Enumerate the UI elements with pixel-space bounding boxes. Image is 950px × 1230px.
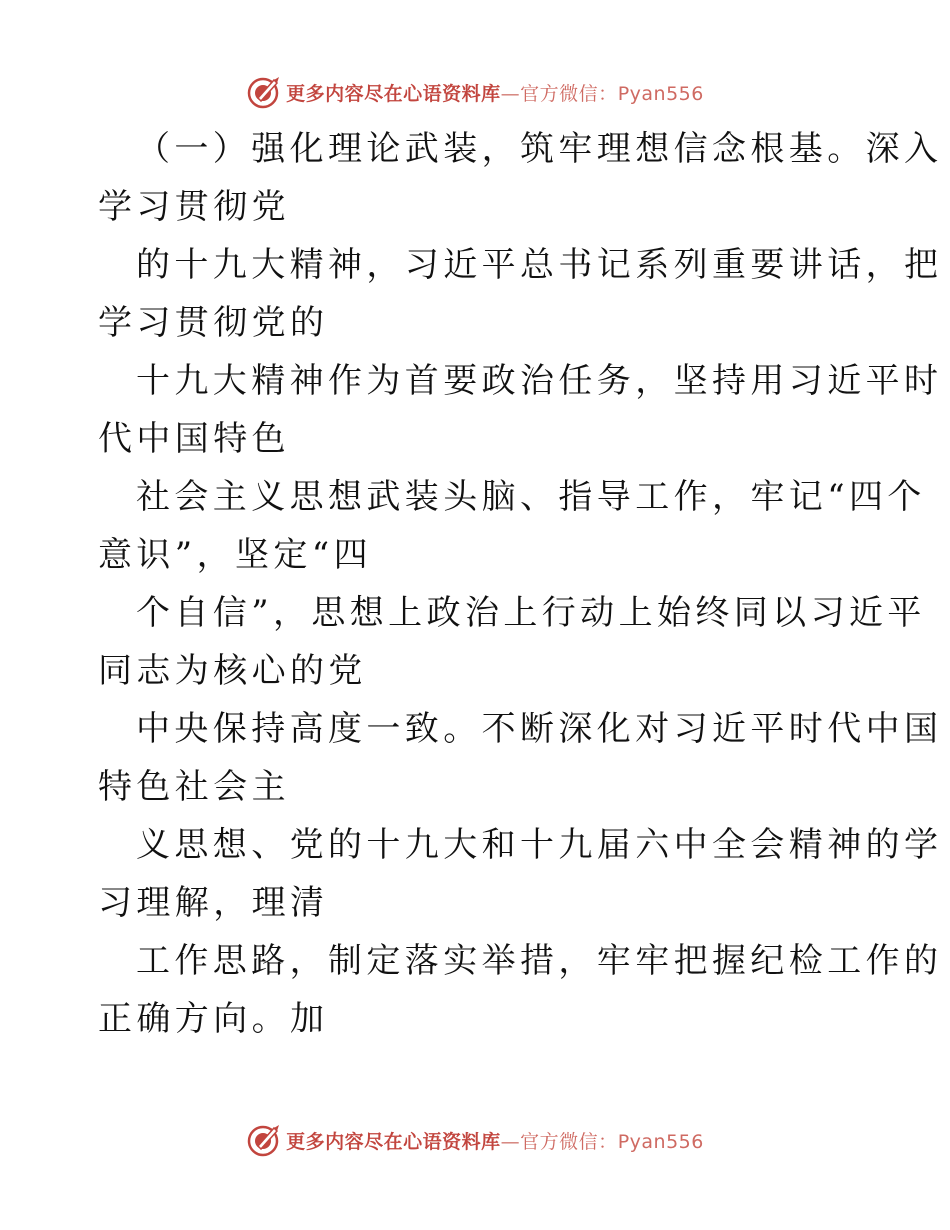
watermark-wechat-id: Pyan556 <box>617 1130 704 1153</box>
text-line: 十九大精神作为首要政治任务，坚持用习近平时 <box>136 361 943 401</box>
watermark-wechat-label: 官方微信： <box>520 82 618 105</box>
text-line: 代中国特色 <box>98 419 290 459</box>
watermark-dash: — <box>500 82 521 105</box>
text-line: 习理解，理清 <box>98 883 329 923</box>
text-line: （一）强化理论武装，筑牢理想信念根基。深入 <box>136 129 943 169</box>
text-line: 的十九大精神，习近平总书记系列重要讲话，把 <box>136 245 943 285</box>
text-line: 意识”，坚定“四 <box>98 535 372 575</box>
text-line: 社会主义思想武装头脑、指导工作，牢记“四个 <box>136 477 926 517</box>
text-line: 个自信”，思想上政治上行动上始终同以习近平 <box>136 593 926 633</box>
text-line: 正确方向。加 <box>98 999 329 1039</box>
text-line: 工作思路，制定落实举措，牢牢把握纪检工作的 <box>136 941 943 981</box>
logo-icon <box>246 74 282 110</box>
text-line: 义思想、党的十九大和十九届六中全会精神的学 <box>136 825 943 865</box>
watermark-wechat-id: Pyan556 <box>617 82 704 105</box>
text-line: 学习贯彻党的 <box>98 303 329 343</box>
text-line: 同志为核心的党 <box>98 651 367 691</box>
text-line: 学习贯彻党 <box>98 187 290 227</box>
text-line: 特色社会主 <box>98 767 290 807</box>
logo-icon <box>246 1122 282 1158</box>
watermark-dash: — <box>500 1130 521 1153</box>
watermark-name: 更多内容尽在心语资料库 <box>286 82 501 105</box>
watermark-wechat-label: 官方微信： <box>520 1130 618 1153</box>
document-body <box>98 120 943 1048</box>
header-watermark <box>0 70 950 114</box>
text-line: 中央保持高度一致。不断深化对习近平时代中国 <box>136 709 943 749</box>
footer-watermark <box>0 1118 950 1162</box>
watermark-name: 更多内容尽在心语资料库 <box>286 1130 501 1153</box>
